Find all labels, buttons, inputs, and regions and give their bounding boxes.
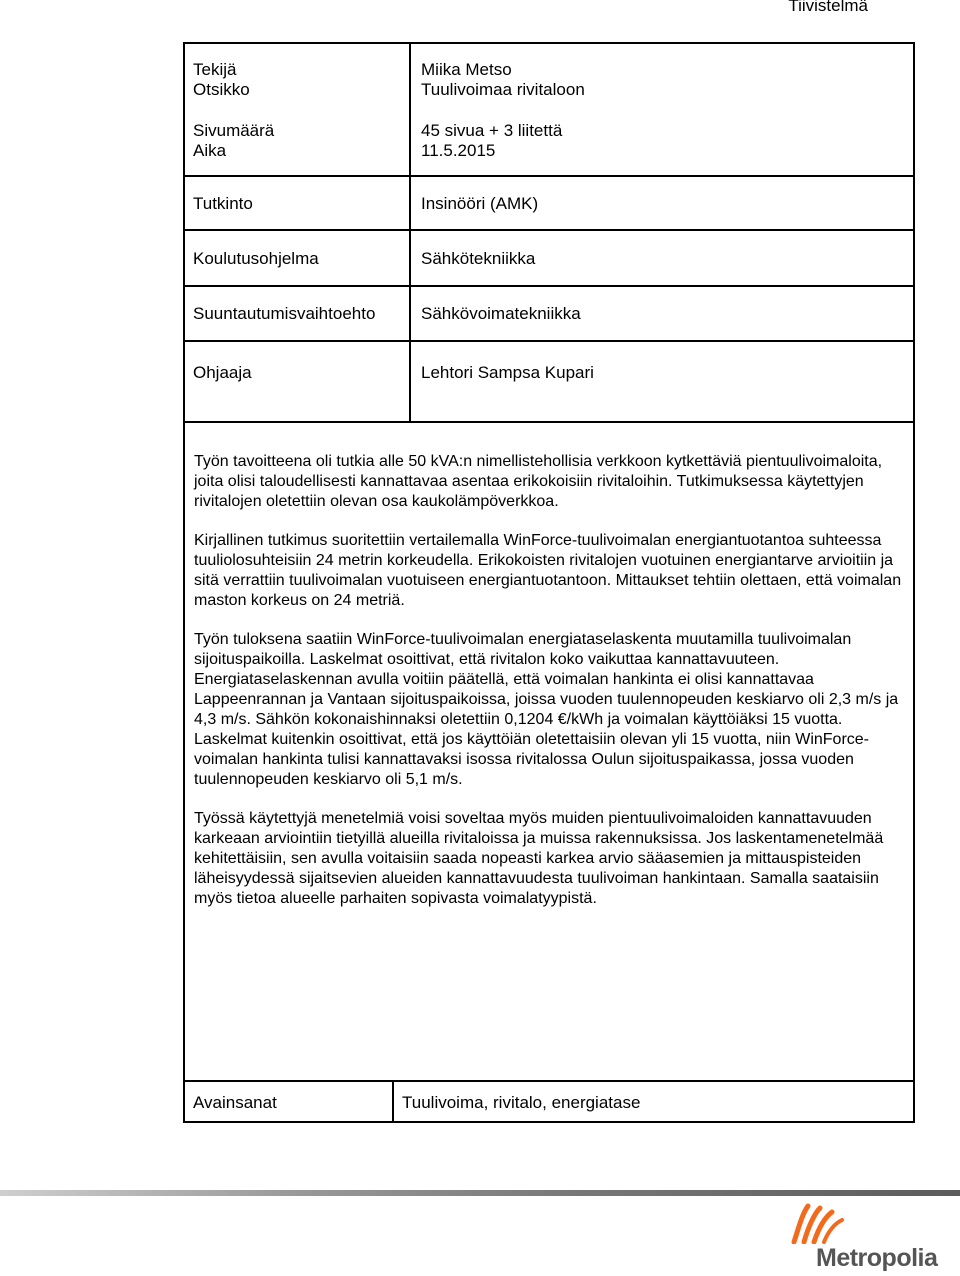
keywords-label: Avainsanat [193,1093,277,1112]
title-label: Otsikko [193,80,250,99]
keywords-value: Tuulivoima, rivitalo, energiatase [402,1093,641,1112]
abstract-paragraph: Työn tuloksena saatiin WinForce-tuulivoimalan energiataselaskenta muutamilla tuulivoimalan sijoituspaikoilla. Laskelmat osoittivat, että rivitalon koko vaikuttaa kannattavuuteen. Energiataselaskennan avulla voitiin päätellä, että voimalan hankinta ei olisi kannattavaa Lappeenrannan ja Vantaan sijoituspaikoissa, joissa vuoden tuulennopeuden keskiarvo oli 2,3 m/s ja 4,3 m/s. Sähkön kokonaishinnaksi oletettiin 0,1204 €/kWh ja voimalan käyttöiäksi 15 vuotta. Laskelmat kuitenkin osoittivat, että jos käyttöiän oletettaisiin olevan yli 15 vuotta, niin WinForce-voimalan hankinta tulisi kannattavaksi isossa rivitalossa Oulun sijoituspaikassa, jossa vuoden tuulennopeuden keskiarvo oli 5,1 m/s. [194,631,899,788]
keywords-row-top [183,1080,915,1082]
date-label: Aika [193,141,227,160]
programme-value: Sähkötekniikka [421,249,536,268]
title-value: Tuulivoimaa rivitaloon [421,80,585,99]
metropolia-logo [788,1200,960,1276]
meta-row-divider [183,229,915,231]
meta-row-divider [183,175,915,177]
logo-text: Metropolia [816,1244,938,1272]
keywords-column-divider [392,1080,394,1123]
pages-label: Sivumäärä [193,121,275,140]
footer-bar [0,1190,960,1196]
abstract-paragraph: Kirjallinen tutkimus suoritettiin vertailemalla WinForce-tuulivoimalan energiantuotantoa suhteessa tuuliolosuhteisiin 24 metrin korkeudella. Erikokoisten rivitalojen vuotuinen energiantarve arvioitiin ja sitä verrattiin tuulivoimalan vuotuiseen energiantuotantoon. Mittaukset tehtiin olettaen, että voimalan maston korkeus on 24 metriä. [194,532,902,609]
page-title: Tiivistelmä [788,0,868,15]
abstract-body [194,452,910,928]
supervisor-label: Ohjaaja [193,363,252,382]
meta-row-divider [183,285,915,287]
date-value: 11.5.2015 [421,141,496,160]
degree-value: Insinööri (AMK) [421,194,539,213]
programme-label: Koulutusohjelma [193,249,319,268]
meta-row-divider [183,340,915,342]
supervisor-value: Lehtori Sampsa Kupari [421,363,594,382]
pages-value: 45 sivua + 3 liitettä [421,121,563,140]
degree-label: Tutkinto [193,194,253,213]
author-value: Miika Metso [421,60,512,79]
abstract-paragraph: Työn tavoitteena oli tutkia alle 50 kVA:n nimellistehollisia verkkoon kytkettäviä pientuulivoimaloita, joita olisi taloudellisesti kannattavaa asentaa erikokoisiin rivitaloihin. Tutkimuksessa käytettyjen rivitalojen oletettiin olevan osa kaukolämpöverkkoa. [194,453,883,510]
specialisation-label: Suuntautumisvaihtoehto [193,304,376,323]
author-label: Tekijä [193,60,237,79]
specialisation-value: Sähkövoimatekniikka [421,304,581,323]
metropolia-flame-icon [788,1200,848,1244]
meta-column-divider [409,42,411,423]
abstract-paragraph: Työssä käytettyjä menetelmiä voisi soveltaa myös muiden pientuulivoimaloiden kannattavuuden karkeaan arviointiin tietyillä alueilla rivitaloissa ja muissa rakennuksissa. Jos laskentamenetelmää kehitettäisiin, sen avulla voitaisiin saada nopeasti karkea arvio sääasemien ja mittauspisteiden läheisyydessä sijaitsevien alueiden kannattavuudesta tuulivoiman hankintaan. Samalla saataisiin myös tietoa alueelle parhaiten sopivasta voimalatyypistä. [194,810,884,907]
meta-table-bottom [183,421,915,423]
